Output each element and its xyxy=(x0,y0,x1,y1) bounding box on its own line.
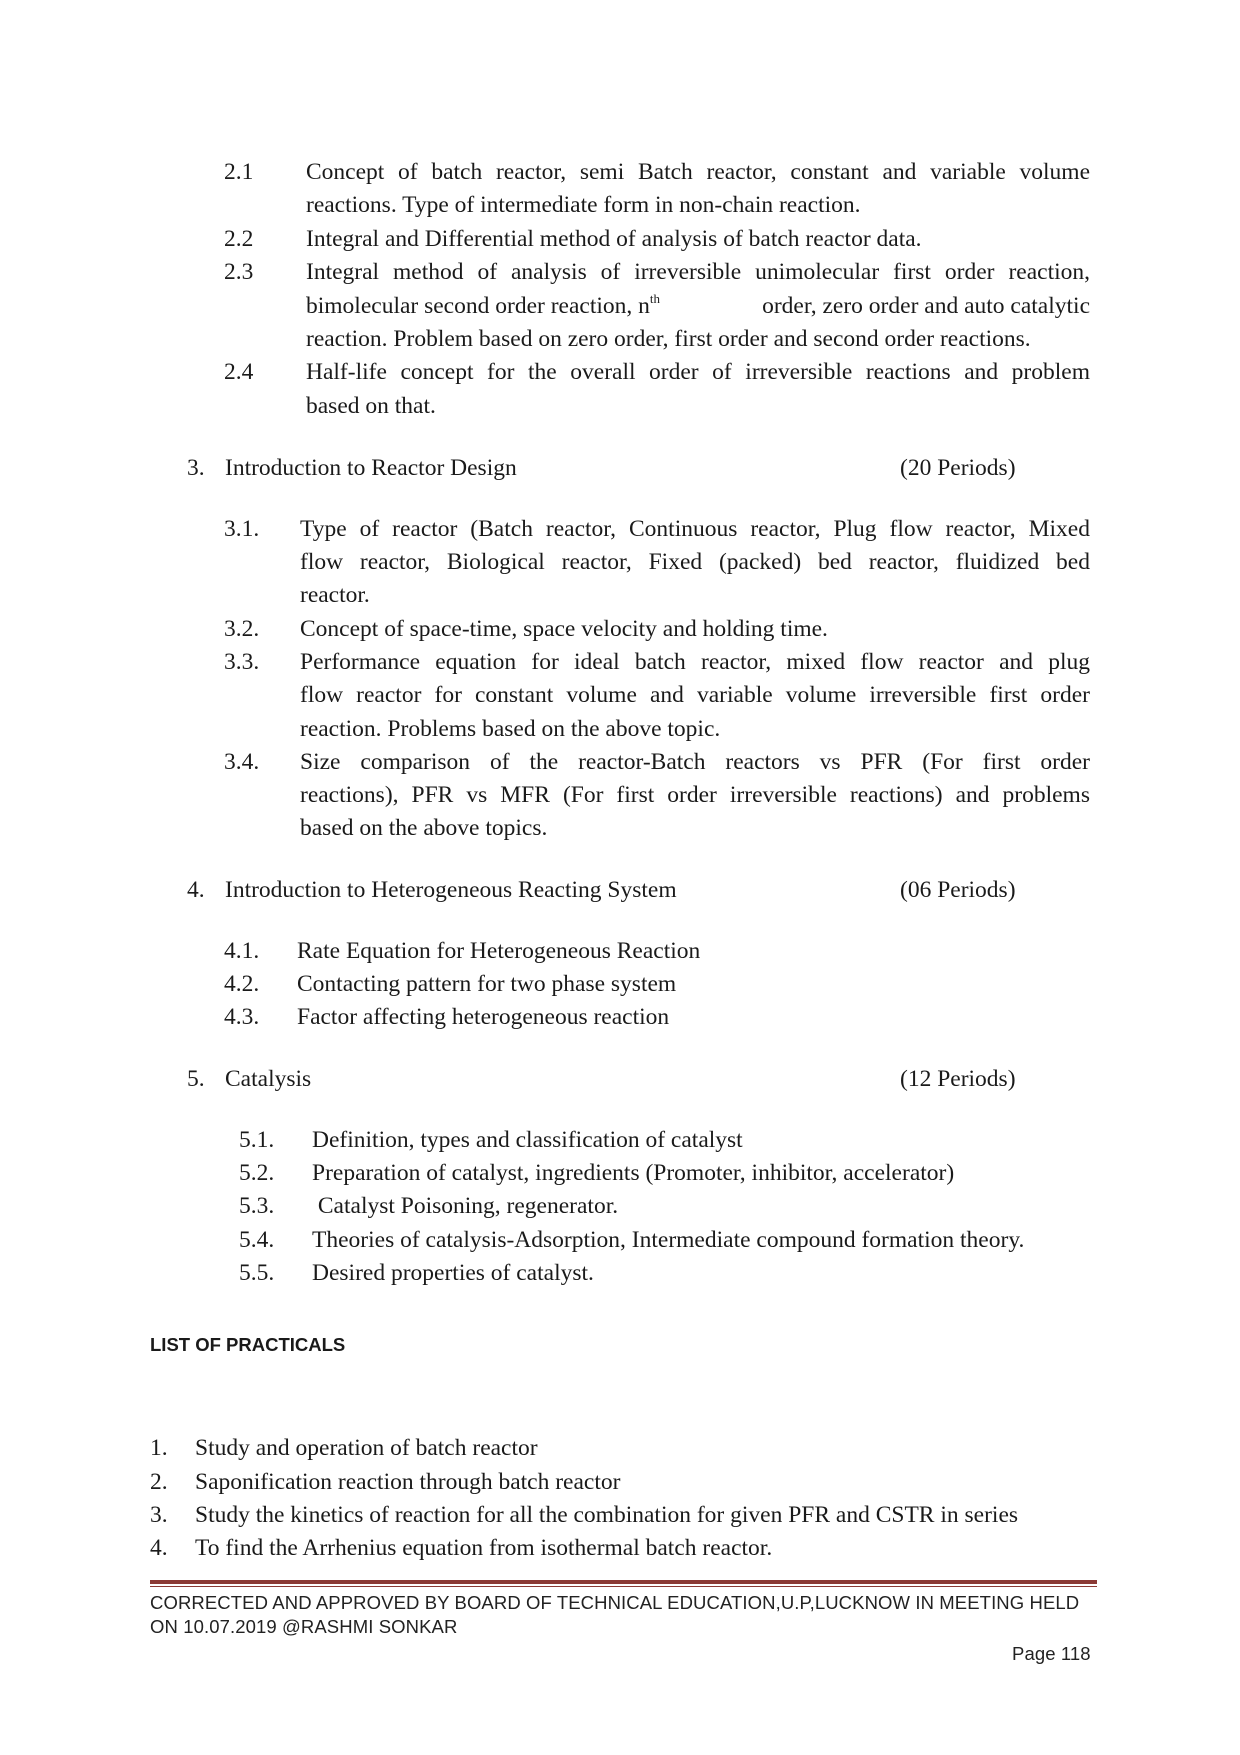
item-number: 2.4 xyxy=(224,359,254,385)
item-text-line: reactor. xyxy=(300,582,370,608)
item-number: 2.2 xyxy=(224,226,254,252)
item-number: 2.3 xyxy=(224,259,254,285)
item-number: 3.2. xyxy=(224,616,260,642)
practicals-heading: LIST OF PRACTICALS xyxy=(150,1334,346,1355)
item-text-line: Concept of space-time, space velocity and holding time. xyxy=(300,616,828,642)
item-text-line: Rate Equation for Heterogeneous Reaction xyxy=(297,938,701,964)
item-text-line: based on that. xyxy=(306,393,436,419)
item-text-line: flow reactor, Biological reactor, Fixed (packed) bed reactor, fluidized bed xyxy=(300,549,1090,575)
item-text-line: Definition, types and classification of catalyst xyxy=(312,1127,743,1153)
unit-periods: (12 Periods) xyxy=(900,1066,1016,1092)
footer-approval-line: ON 10.07.2019 @RASHMI SONKAR xyxy=(150,1616,458,1637)
item-text-line: Type of reactor (Batch reactor, Continuous reactor, Plug flow reactor, Mixed xyxy=(300,516,1090,542)
unit-number: 3. xyxy=(187,455,205,481)
practical-number: 3. xyxy=(150,1502,168,1528)
practical-number: 4. xyxy=(150,1535,168,1561)
superscript: th xyxy=(649,291,660,306)
item-text-line: reactions), PFR vs MFR (For first order irreversible reactions) and problems xyxy=(300,782,1090,808)
item-text-line xyxy=(306,293,1090,320)
item-number: 4.1. xyxy=(224,938,260,964)
item-text-line: Integral method of analysis of irreversible unimolecular first order reaction, xyxy=(306,259,1090,285)
footer-divider xyxy=(150,1580,1097,1584)
unit-number: 5. xyxy=(187,1066,205,1092)
unit-number: 4. xyxy=(187,877,205,903)
item-text-line: Desired properties of catalyst. xyxy=(312,1260,594,1286)
item-text-line: Size comparison of the reactor-Batch reactors vs PFR (For first order xyxy=(300,749,1090,775)
unit-title: Introduction to Reactor Design xyxy=(225,455,517,481)
unit-periods: (06 Periods) xyxy=(900,877,1016,903)
item-text-line: based on the above topics. xyxy=(300,815,548,841)
item-number: 5.5. xyxy=(239,1260,275,1286)
unit-title: Introduction to Heterogeneous Reacting System xyxy=(225,877,677,903)
practical-text: Study the kinetics of reaction for all the combination for given PFR and CSTR in series xyxy=(195,1502,1019,1528)
item-text-line: reactions. Type of intermediate form in non-chain reaction. xyxy=(306,192,861,218)
practical-text: Study and operation of batch reactor xyxy=(195,1435,538,1461)
item-text-line: Contacting pattern for two phase system xyxy=(297,971,677,997)
item-text-line: Concept of batch reactor, semi Batch reactor, constant and variable volume xyxy=(306,159,1090,185)
page-number: Page 118 xyxy=(1012,1643,1091,1664)
item-number: 4.2. xyxy=(224,971,260,997)
item-text-line: Performance equation for ideal batch reactor, mixed flow reactor and plug xyxy=(300,649,1090,675)
item-text-line: Preparation of catalyst, ingredients (Promoter, inhibitor, accelerator) xyxy=(312,1160,955,1186)
unit-title: Catalysis xyxy=(225,1066,312,1092)
item-number: 5.4. xyxy=(239,1227,275,1253)
item-text-line: Factor affecting heterogeneous reaction xyxy=(297,1004,670,1030)
item-text-line: Integral and Differential method of analysis of batch reactor data. xyxy=(306,226,922,252)
practical-text: To find the Arrhenius equation from isothermal batch reactor. xyxy=(195,1535,773,1561)
item-number: 4.3. xyxy=(224,1004,260,1030)
unit-periods: (20 Periods) xyxy=(900,455,1016,481)
item-number: 5.2. xyxy=(239,1160,275,1186)
item-text-line: Half-life concept for the overall order of irreversible reactions and problem xyxy=(306,359,1090,385)
item-number: 2.1 xyxy=(224,159,254,185)
item-number: 3.3. xyxy=(224,649,260,675)
item-text-line: reaction. Problems based on the above topic. xyxy=(300,716,721,742)
footer-divider xyxy=(150,1586,1097,1587)
item-text-line: flow reactor for constant volume and variable volume irreversible first order xyxy=(300,682,1090,708)
practical-number: 1. xyxy=(150,1435,168,1461)
item-number: 5.3. xyxy=(239,1193,275,1219)
practical-text: Saponification reaction through batch reactor xyxy=(195,1469,621,1495)
item-text-line: Theories of catalysis-Adsorption, Intermediate compound formation theory. xyxy=(312,1227,1025,1253)
item-number: 5.1. xyxy=(239,1127,275,1153)
item-text-line: reaction. Problem based on zero order, first order and second order reactions. xyxy=(306,326,1031,352)
item-text-fragment: order, zero order and auto catalytic xyxy=(756,293,1090,319)
practical-number: 2. xyxy=(150,1469,168,1495)
item-text-fragment: bimolecular second order reaction, $n^{th}$ xyxy=(306,291,660,319)
footer-approval-line: CORRECTED AND APPROVED BY BOARD OF TECHNICAL EDUCATION,U.P,LUCKNOW IN MEETING HELD xyxy=(150,1592,1080,1613)
item-text-line: Catalyst Poisoning, regenerator. xyxy=(312,1193,619,1219)
item-number: 3.4. xyxy=(224,749,260,775)
item-number: 3.1. xyxy=(224,516,260,542)
